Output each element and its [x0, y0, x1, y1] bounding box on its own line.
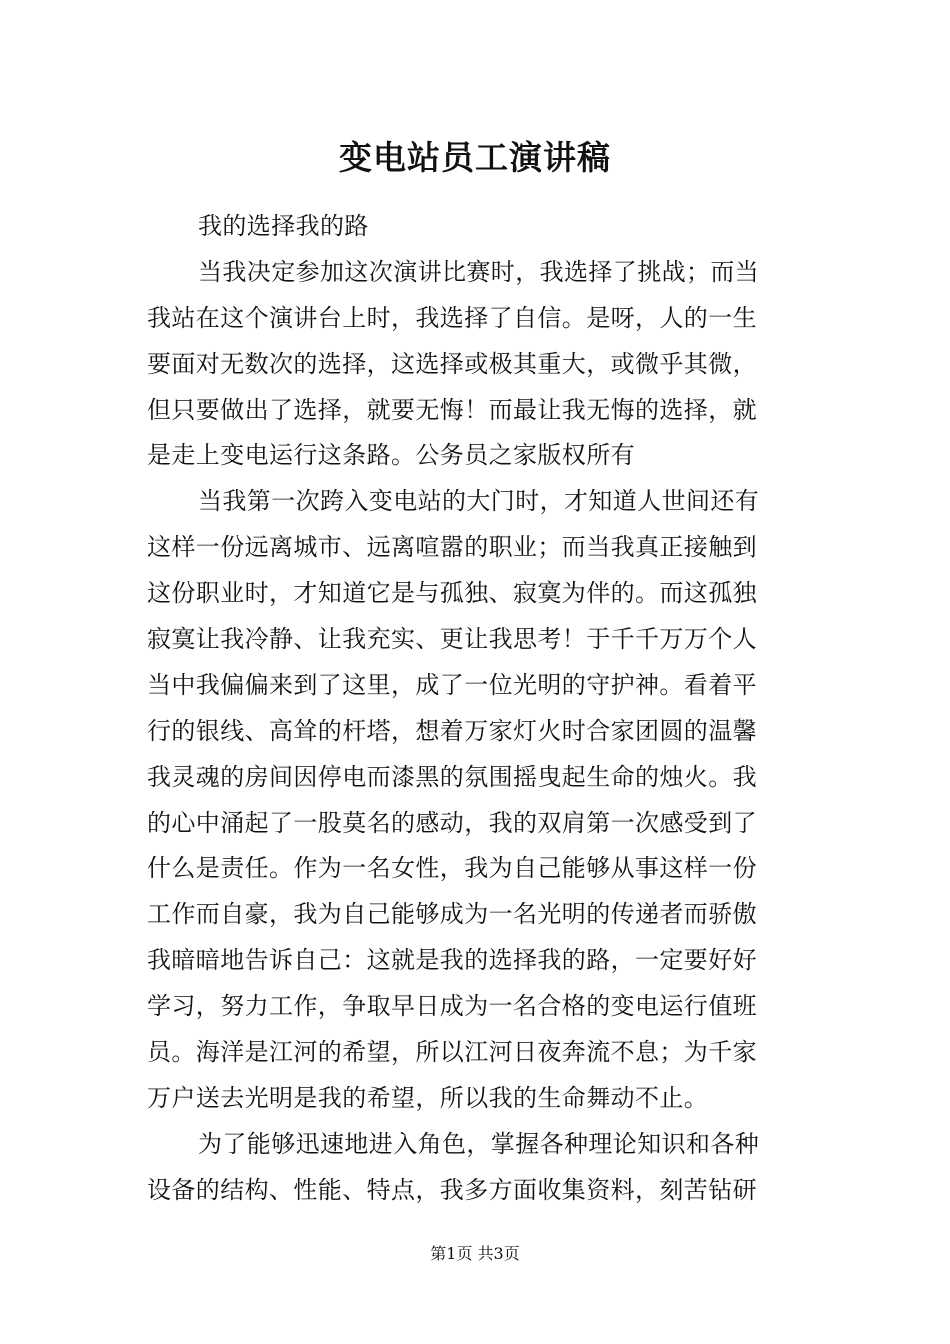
text-line: 要面对无数次的选择，这选择或极其重大，或微乎其微，: [147, 349, 757, 378]
text-line: 工作而自豪，我为自己能够成为一名光明的传递者而骄傲: [147, 900, 757, 929]
text-line: 这样一份远离城市、远离喧嚣的职业；而当我真正接触到: [147, 533, 757, 562]
text-line: 什么是责任。作为一名女性，我为自己能够从事这样一份: [147, 854, 757, 883]
text-line: 万户送去光明是我的希望，所以我的生命舞动不止。: [147, 1083, 709, 1112]
text-line: 设备的结构、性能、特点，我多方面收集资料，刻苦钻研: [147, 1175, 757, 1204]
text-line: 寂寞让我冷静、让我充实、更让我思考！于千千万万个人: [147, 625, 757, 654]
text-line: 我灵魂的房间因停电而漆黑的氛围摇曳起生命的烛火。我: [147, 762, 757, 791]
text-line: 但只要做出了选择，就要无悔！而最让我无悔的选择，就: [147, 395, 757, 424]
text-line: 行的银线、高耸的杆塔，想着万家灯火时合家团圆的温馨: [147, 716, 757, 745]
text-line: 我的选择我的路: [198, 212, 369, 240]
text-line: 这份职业时，才知道它是与孤独、寂寞为伴的。而这孤独: [147, 579, 757, 608]
text-line: 是走上变电运行这条路。公务员之家版权所有: [147, 441, 635, 470]
text-line: 为了能够迅速地进入角色，掌握各种理论知识和各种: [198, 1129, 760, 1158]
text-line: 员。海洋是江河的希望，所以江河日夜奔流不息；为千家: [147, 1038, 757, 1067]
text-line: 我暗暗地告诉自己：这就是我的选择我的路，一定要好好: [147, 946, 757, 975]
text-line: 我站在这个演讲台上时，我选择了自信。是呀，人的一生: [147, 303, 757, 332]
text-line: 学习，努力工作，争取早日成为一名合格的变电运行值班: [147, 992, 757, 1021]
document-body: [147, 204, 807, 1214]
text-line: 当我决定参加这次演讲比赛时，我选择了挑战；而当: [198, 257, 760, 286]
page-footer: 第1页 共3页: [430, 1244, 520, 1263]
text-line: 当中我偏偏来到了这里，成了一位光明的守护神。看着平: [147, 670, 757, 699]
text-line: 当我第一次跨入变电站的大门时，才知道人世间还有: [198, 487, 760, 516]
document-title: 变电站员工演讲稿: [339, 138, 611, 177]
text-line: 的心中涌起了一股莫名的感动，我的双肩第一次感受到了: [147, 808, 757, 837]
